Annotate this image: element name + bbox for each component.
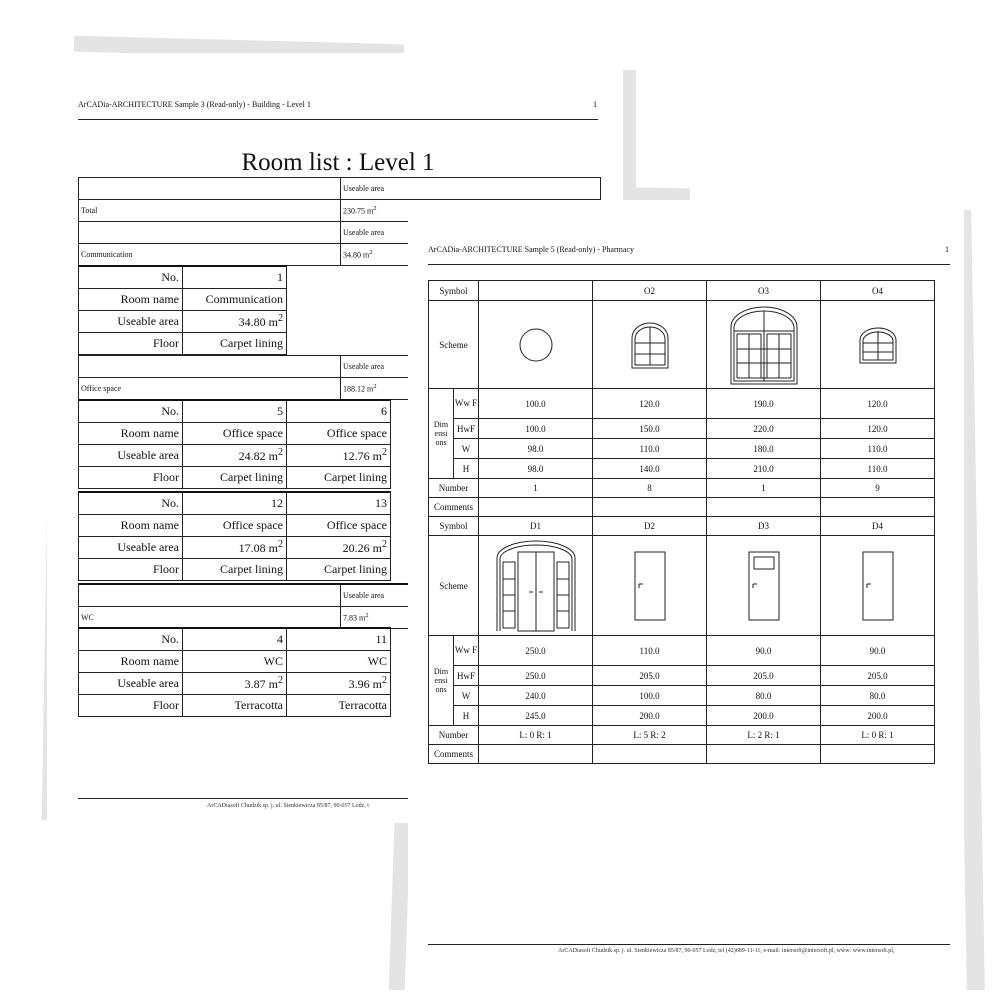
comments-value xyxy=(593,498,707,517)
comments-value xyxy=(479,745,593,764)
page-number: 1 xyxy=(945,245,949,254)
scheme-label: Scheme xyxy=(429,536,479,636)
useable-area-label: Useable area xyxy=(79,444,183,466)
room-area: 3.87 $m^2$ xyxy=(183,672,287,694)
room-floor: Terracotta xyxy=(287,694,391,716)
h-value: 200.0 xyxy=(821,706,935,726)
no-label: No. xyxy=(79,266,183,288)
door-symbol: D1 xyxy=(479,517,593,536)
number-value: L: 2 R: 1 xyxy=(707,726,821,745)
number-value: L: 0 R: 1 xyxy=(821,726,935,745)
room-name: Office space xyxy=(287,514,391,536)
comments-value xyxy=(821,745,935,764)
useable-area-label: Useable area xyxy=(79,536,183,558)
room-area: 17.08 $m^2$ xyxy=(183,536,287,558)
comments-value xyxy=(593,745,707,764)
h-value: 210.0 xyxy=(707,459,821,479)
group-area: 7.83 $m^2$ xyxy=(341,606,601,628)
window-symbol: O4 xyxy=(821,281,935,301)
door-symbol: D4 xyxy=(821,517,935,536)
window-symbol: O3 xyxy=(707,281,821,301)
floor-label: Floor xyxy=(79,694,183,716)
double-door-icon xyxy=(479,536,593,636)
w-value: 110.0 xyxy=(821,439,935,459)
dimensions-label: Dim ensi ons xyxy=(429,636,454,726)
wwf-value: 190.0 xyxy=(707,389,821,419)
footer-rule xyxy=(428,944,950,945)
page-footer: ArCADiasoft Chudzik sp. j. ul. Sienkiewicza 85/87, 90-057 Lodz, tel (42)689-11-11, e-mail: intersoft@intersoft.pl, www: www.intersoft.pl, xyxy=(558,948,895,954)
room-floor: Carpet lining xyxy=(183,466,287,488)
total-label: Total xyxy=(79,200,341,222)
h-value: 140.0 xyxy=(593,459,707,479)
header-rule xyxy=(428,264,950,265)
room-area: 34.80 $m^2$ xyxy=(183,310,287,332)
door-symbol: D3 xyxy=(707,517,821,536)
symbol-label: Symbol xyxy=(429,517,479,536)
w-value: 80.0 xyxy=(821,686,935,706)
wwf-value: 110.0 xyxy=(593,636,707,666)
h-value: 245.0 xyxy=(479,706,593,726)
room-block xyxy=(78,399,391,489)
floor-label: Floor xyxy=(79,332,183,354)
room-no: 12 xyxy=(183,492,287,514)
header-rule xyxy=(78,119,598,120)
number-value: 1 xyxy=(479,479,593,498)
room-no: 5 xyxy=(183,400,287,422)
room-block xyxy=(78,491,391,581)
comments-label: Comments xyxy=(429,498,479,517)
hwf-value: 205.0 xyxy=(821,666,935,686)
window-symbol xyxy=(479,281,593,301)
w-value: 100.0 xyxy=(593,686,707,706)
hwf-value: 205.0 xyxy=(593,666,707,686)
number-value: L: 5 R: 2 xyxy=(593,726,707,745)
room-name: Office space xyxy=(183,422,287,444)
room-name-label: Room name xyxy=(79,288,183,310)
group-name: Communication xyxy=(79,244,341,266)
large-arched-window-icon xyxy=(707,301,821,389)
room-floor: Carpet lining xyxy=(287,466,391,488)
number-value: 1 xyxy=(707,479,821,498)
no-label: No. xyxy=(79,492,183,514)
group-area: 188.12 $m^2$ xyxy=(341,378,601,400)
small-arched-window-icon xyxy=(821,301,935,389)
room-area: 24.82 $m^2$ xyxy=(183,444,287,466)
comments-value xyxy=(821,498,935,517)
window-symbol: O2 xyxy=(593,281,707,301)
page-title: Room list : Level 1 xyxy=(241,149,435,176)
hwf-value: 100.0 xyxy=(479,419,593,439)
door-icon xyxy=(821,536,935,636)
door-symbol: D2 xyxy=(593,517,707,536)
page-header: ArCADia-ARCHITECTURE Sample 5 (Read-only) - Pharmacy xyxy=(428,245,634,254)
w-value: 80.0 xyxy=(707,686,821,706)
circle-window-icon xyxy=(479,301,593,389)
page-edge-shadow xyxy=(622,70,636,200)
group-name: Office space xyxy=(79,378,341,400)
useable-area-label: Useable area xyxy=(79,672,183,694)
hwf-label: HwF xyxy=(454,666,479,686)
comments-value xyxy=(707,745,821,764)
room-no: 4 xyxy=(183,628,287,650)
h-label: H xyxy=(454,459,479,479)
room-name-label: Room name xyxy=(79,514,183,536)
room-area: 12.76 $m^2$ xyxy=(287,444,391,466)
number-value: 9 xyxy=(821,479,935,498)
wwf-value: 100.0 xyxy=(479,389,593,419)
page-number: 1 xyxy=(593,100,597,109)
door-icon xyxy=(593,536,707,636)
room-no: 11 xyxy=(287,628,391,650)
w-label: W xyxy=(454,439,479,459)
number-value: 8 xyxy=(593,479,707,498)
h-value: 110.0 xyxy=(821,459,935,479)
window-door-table xyxy=(428,280,935,764)
room-area: 20.26 $m^2$ xyxy=(287,536,391,558)
comments-value xyxy=(479,498,593,517)
w-value: 98.0 xyxy=(479,439,593,459)
hwf-value: 120.0 xyxy=(821,419,935,439)
useable-area-header: Useable area xyxy=(341,584,601,606)
room-name-label: Room name xyxy=(79,422,183,444)
h-value: 98.0 xyxy=(479,459,593,479)
hwf-value: 250.0 xyxy=(479,666,593,686)
room-name: Communication xyxy=(183,288,287,310)
room-floor: Terracotta xyxy=(183,694,287,716)
useable-area-header: Useable area xyxy=(341,222,601,244)
page-footer: ArCADiasoft Chudzik sp. j. ul. Sienkiewicza 85/87, 90-057 Lodz, t xyxy=(207,803,369,809)
dimensions-label: Dim ensi ons xyxy=(429,389,454,479)
wwf-label: Ww F xyxy=(454,389,479,419)
comments-value xyxy=(707,498,821,517)
group-area: 34.80 $m^2$ xyxy=(341,244,601,266)
room-no: 13 xyxy=(287,492,391,514)
door-with-window-icon xyxy=(707,536,821,636)
room-name: WC xyxy=(287,650,391,672)
wwf-value: 90.0 xyxy=(707,636,821,666)
arched-window-icon xyxy=(593,301,707,389)
room-floor: Carpet lining xyxy=(183,332,287,354)
no-label: No. xyxy=(79,628,183,650)
group-name: WC xyxy=(79,606,341,628)
room-name: WC xyxy=(183,650,287,672)
room-name: Office space xyxy=(287,422,391,444)
hwf-value: 150.0 xyxy=(593,419,707,439)
hwf-label: HwF xyxy=(454,419,479,439)
total-area: 230.75 $m^2$ xyxy=(341,200,601,222)
room-block xyxy=(78,627,391,717)
useable-area-header: Useable area xyxy=(341,178,601,200)
w-value: 180.0 xyxy=(707,439,821,459)
hwf-value: 220.0 xyxy=(707,419,821,439)
wwf-label: Ww F xyxy=(454,636,479,666)
room-name: Office space xyxy=(183,514,287,536)
useable-area-label: Useable area xyxy=(79,310,183,332)
number-label: Number xyxy=(429,479,479,498)
w-value: 110.0 xyxy=(593,439,707,459)
room-floor: Carpet lining xyxy=(287,558,391,580)
floor-label: Floor xyxy=(79,558,183,580)
w-value: 240.0 xyxy=(479,686,593,706)
useable-area-header: Useable area xyxy=(341,356,601,378)
no-label: No. xyxy=(79,400,183,422)
room-area: 3.96 $m^2$ xyxy=(287,672,391,694)
room-no: 6 xyxy=(287,400,391,422)
w-label: W xyxy=(454,686,479,706)
wwf-value: 90.0 xyxy=(821,636,935,666)
wwf-value: 250.0 xyxy=(479,636,593,666)
page-header: ArCADia-ARCHITECTURE Sample 3 (Read-only) - Building - Level 1 xyxy=(78,100,311,109)
number-label: Number xyxy=(429,726,479,745)
wwf-value: 120.0 xyxy=(821,389,935,419)
room-no: 1 xyxy=(183,266,287,288)
scheme-label: Scheme xyxy=(429,301,479,389)
room-block xyxy=(78,265,287,355)
wwf-value: 120.0 xyxy=(593,389,707,419)
h-value: 200.0 xyxy=(593,706,707,726)
room-floor: Carpet lining xyxy=(183,558,287,580)
hwf-value: 205.0 xyxy=(707,666,821,686)
symbol-label: Symbol xyxy=(429,281,479,301)
room-name-label: Room name xyxy=(79,650,183,672)
h-value: 200.0 xyxy=(707,706,821,726)
h-label: H xyxy=(454,706,479,726)
number-value: L: 0 R: 1 xyxy=(479,726,593,745)
comments-label: Comments xyxy=(429,745,479,764)
floor-label: Floor xyxy=(79,466,183,488)
pharmacy-page xyxy=(408,200,964,970)
